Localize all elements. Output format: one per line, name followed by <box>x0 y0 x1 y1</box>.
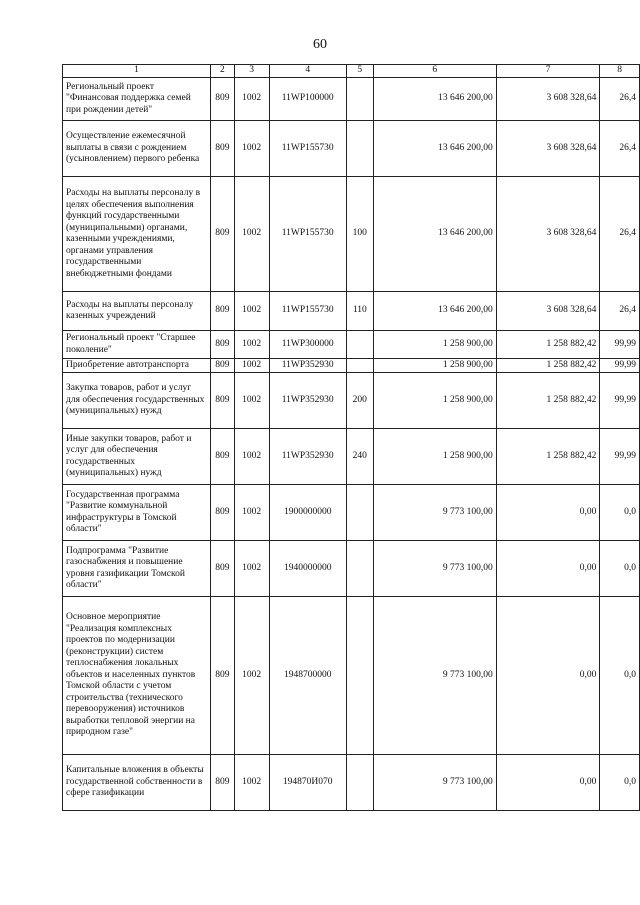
item-name: Основное мероприятие "Реализация комплексных проектов по модернизации (реконструкции) систем теплоснабжения локальных объектов и населенных пунктов Томской области с учетом строительства (технического перевооружения) источников выработки тепловой энергии на природном газе" <box>63 597 211 755</box>
executed-amount: 0,00 <box>496 541 600 597</box>
target-article-code: 11WP155730 <box>269 177 346 292</box>
ministry-code: 809 <box>210 429 234 485</box>
expense-type-code <box>346 541 373 597</box>
section-code: 1002 <box>234 121 269 177</box>
execution-percent: 99,99 <box>600 359 640 373</box>
item-name: Региональный проект "Финансовая поддержка семей при рождении детей" <box>63 78 211 121</box>
target-article-code: 11WP155730 <box>269 121 346 177</box>
item-name: Иные закупки товаров, работ и услуг для обеспечения государственных (муниципальных) нужд <box>63 429 211 485</box>
ministry-code: 809 <box>210 755 234 811</box>
section-code: 1002 <box>234 541 269 597</box>
header-cell-5: 5 <box>346 65 373 78</box>
budget-table <box>62 64 640 811</box>
planned-amount: 9 773 100,00 <box>373 541 496 597</box>
ministry-code: 809 <box>210 359 234 373</box>
header-cell-3: 3 <box>234 65 269 78</box>
planned-amount: 1 258 900,00 <box>373 331 496 359</box>
execution-percent: 99,99 <box>600 373 640 429</box>
section-code: 1002 <box>234 373 269 429</box>
page-number: 60 <box>313 37 327 52</box>
target-article-code: 194870И070 <box>269 755 346 811</box>
executed-amount: 0,00 <box>496 597 600 755</box>
expense-type-code: 200 <box>346 373 373 429</box>
ministry-code: 809 <box>210 292 234 331</box>
item-name: Приобретение автотранспорта <box>63 359 211 373</box>
table-row <box>63 373 640 429</box>
ministry-code: 809 <box>210 597 234 755</box>
planned-amount: 13 646 200,00 <box>373 121 496 177</box>
executed-amount: 0,00 <box>496 485 600 541</box>
executed-amount: 1 258 882,42 <box>496 359 600 373</box>
section-code: 1002 <box>234 331 269 359</box>
header-cell-1: 1 <box>63 65 211 78</box>
executed-amount: 3 608 328,64 <box>496 177 600 292</box>
ministry-code: 809 <box>210 373 234 429</box>
ministry-code: 809 <box>210 331 234 359</box>
expense-type-code <box>346 755 373 811</box>
section-code: 1002 <box>234 359 269 373</box>
execution-percent: 0,0 <box>600 597 640 755</box>
header-cell-2: 2 <box>210 65 234 78</box>
executed-amount: 1 258 882,42 <box>496 429 600 485</box>
header-cell-4: 4 <box>269 65 346 78</box>
table-row <box>63 177 640 292</box>
planned-amount: 13 646 200,00 <box>373 177 496 292</box>
planned-amount: 9 773 100,00 <box>373 755 496 811</box>
planned-amount: 9 773 100,00 <box>373 597 496 755</box>
planned-amount: 13 646 200,00 <box>373 292 496 331</box>
target-article-code: 11WP352930 <box>269 359 346 373</box>
item-name: Расходы на выплаты персоналу казенных учреждений <box>63 292 211 331</box>
item-name: Региональный проект "Старшее поколение" <box>63 331 211 359</box>
expense-type-code <box>346 121 373 177</box>
table-row <box>63 429 640 485</box>
expense-type-code <box>346 597 373 755</box>
execution-percent: 99,99 <box>600 331 640 359</box>
planned-amount: 13 646 200,00 <box>373 78 496 121</box>
header-cell-6: 6 <box>373 65 496 78</box>
table-row <box>63 331 640 359</box>
header-cell-8: 8 <box>600 65 640 78</box>
table-row <box>63 597 640 755</box>
header-cell-7: 7 <box>496 65 600 78</box>
table-row <box>63 485 640 541</box>
expense-type-code: 240 <box>346 429 373 485</box>
executed-amount: 3 608 328,64 <box>496 78 600 121</box>
executed-amount: 3 608 328,64 <box>496 292 600 331</box>
execution-percent: 26,4 <box>600 78 640 121</box>
executed-amount: 0,00 <box>496 755 600 811</box>
target-article-code: 11WP300000 <box>269 331 346 359</box>
section-code: 1002 <box>234 755 269 811</box>
expense-type-code <box>346 78 373 121</box>
table-row <box>63 541 640 597</box>
execution-percent: 0,0 <box>600 541 640 597</box>
ministry-code: 809 <box>210 121 234 177</box>
target-article-code: 11WP155730 <box>269 292 346 331</box>
item-name: Подпрограмма "Развитие газоснабжения и повышение уровня газификации Томской области" <box>63 541 211 597</box>
executed-amount: 1 258 882,42 <box>496 331 600 359</box>
item-name: Расходы на выплаты персоналу в целях обеспечения выполнения функций государственными (муниципальными) органами, казенными учреждениями, органами управления государственными внебюджетными фондами <box>63 177 211 292</box>
execution-percent: 99,99 <box>600 429 640 485</box>
table-row <box>63 121 640 177</box>
execution-percent: 26,4 <box>600 292 640 331</box>
ministry-code: 809 <box>210 177 234 292</box>
table-row <box>63 78 640 121</box>
section-code: 1002 <box>234 597 269 755</box>
target-article-code: 1948700000 <box>269 597 346 755</box>
target-article-code: 11WP352930 <box>269 429 346 485</box>
item-name: Государственная программа "Развитие коммунальной инфраструктуры в Томской области" <box>63 485 211 541</box>
expense-type-code: 110 <box>346 292 373 331</box>
target-article-code: 1900000000 <box>269 485 346 541</box>
execution-percent: 0,0 <box>600 755 640 811</box>
item-name: Закупка товаров, работ и услуг для обеспечения государственных (муниципальных) нужд <box>63 373 211 429</box>
section-code: 1002 <box>234 78 269 121</box>
planned-amount: 1 258 900,00 <box>373 429 496 485</box>
item-name: Осуществление ежемесячной выплаты в связи с рождением (усыновлением) первого ребенка <box>63 121 211 177</box>
planned-amount: 1 258 900,00 <box>373 359 496 373</box>
expense-type-code <box>346 485 373 541</box>
section-code: 1002 <box>234 177 269 292</box>
ministry-code: 809 <box>210 541 234 597</box>
table-row <box>63 359 640 373</box>
execution-percent: 0,0 <box>600 485 640 541</box>
item-name: Капитальные вложения в объекты государственной собственности в сфере газификации <box>63 755 211 811</box>
section-code: 1002 <box>234 292 269 331</box>
expense-type-code <box>346 359 373 373</box>
planned-amount: 9 773 100,00 <box>373 485 496 541</box>
table-row <box>63 292 640 331</box>
section-code: 1002 <box>234 485 269 541</box>
planned-amount: 1 258 900,00 <box>373 373 496 429</box>
executed-amount: 1 258 882,42 <box>496 373 600 429</box>
table-row <box>63 755 640 811</box>
execution-percent: 26,4 <box>600 121 640 177</box>
executed-amount: 3 608 328,64 <box>496 121 600 177</box>
ministry-code: 809 <box>210 485 234 541</box>
target-article-code: 11WP352930 <box>269 373 346 429</box>
expense-type-code <box>346 331 373 359</box>
execution-percent: 26,4 <box>600 177 640 292</box>
target-article-code: 1940000000 <box>269 541 346 597</box>
target-article-code: 11WP100000 <box>269 78 346 121</box>
ministry-code: 809 <box>210 78 234 121</box>
header-row <box>63 65 640 78</box>
section-code: 1002 <box>234 429 269 485</box>
expense-type-code: 100 <box>346 177 373 292</box>
